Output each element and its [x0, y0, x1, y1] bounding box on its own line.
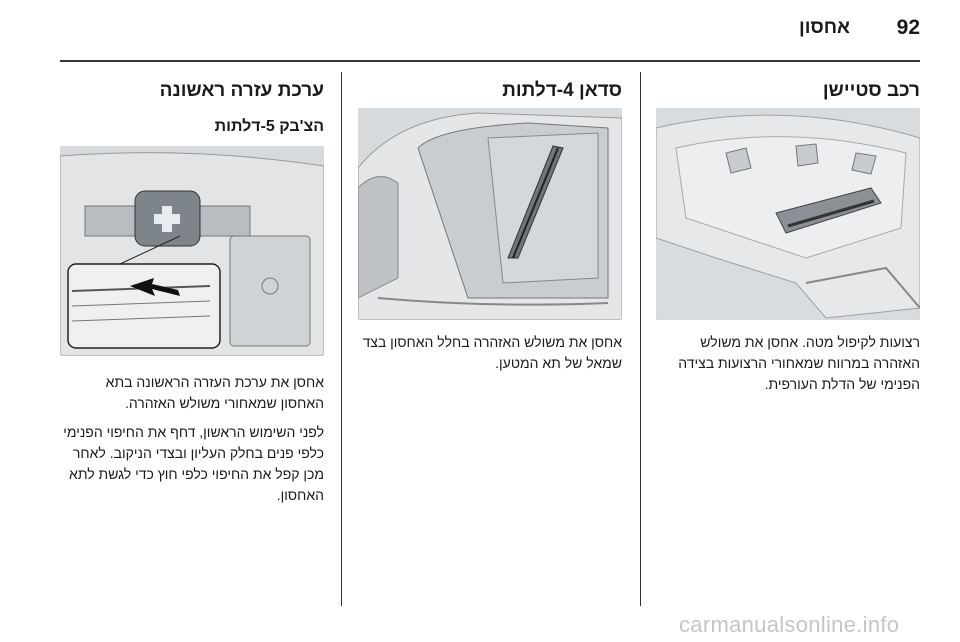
column-station-wagon-text [656, 332, 920, 395]
page-number: 92 [896, 16, 920, 39]
column-station-wagon [656, 80, 920, 103]
column-divider-left [341, 72, 342, 606]
figure-tailgate [656, 108, 920, 320]
sedan-heading: סדאן 4-דלתות [502, 80, 622, 101]
column-first-aid-text [60, 372, 324, 506]
column-sedan-text [358, 332, 622, 374]
header-rule [60, 60, 920, 62]
first-aid-body-1: אחסן את ערכת העזרה הראשונה בתא האחסון שמאחורי משולש האזהרה. [105, 374, 324, 411]
watermark: carmanualsonline.info [679, 612, 900, 637]
column-divider-right [640, 72, 641, 606]
first-aid-heading: ערכת עזרה ראשונה [159, 80, 324, 101]
figure-sedan-trunk [358, 108, 622, 320]
sedan-body: אחסן את משולש האזהרה בחלל האחסון בצד שמאל של תא המטען. [362, 334, 622, 371]
figure-first-aid [60, 146, 324, 356]
page-title: אחסון [799, 17, 850, 38]
station-wagon-body: רצועות לקיפול מטה. אחסן את משולש האזהרה במרווח שמאחורי הרצועות בצידה הפנימי של הדלת העורפית. [678, 334, 920, 392]
column-sedan [358, 80, 622, 103]
station-wagon-heading: רכב סטיישן [822, 80, 920, 101]
hatchback-subheading: הצ'בק 5-דלתות [214, 117, 324, 135]
column-first-aid [60, 80, 324, 136]
first-aid-body-2: לפני השימוש הראשון, דחף את החיפוי הפנימי כלפי פנים בחלק העליון ובצדי הניקוב. לאחר מכן קפל את החיפוי כלפי חוץ כדי לגשת לתא האחסון. [63, 424, 324, 503]
